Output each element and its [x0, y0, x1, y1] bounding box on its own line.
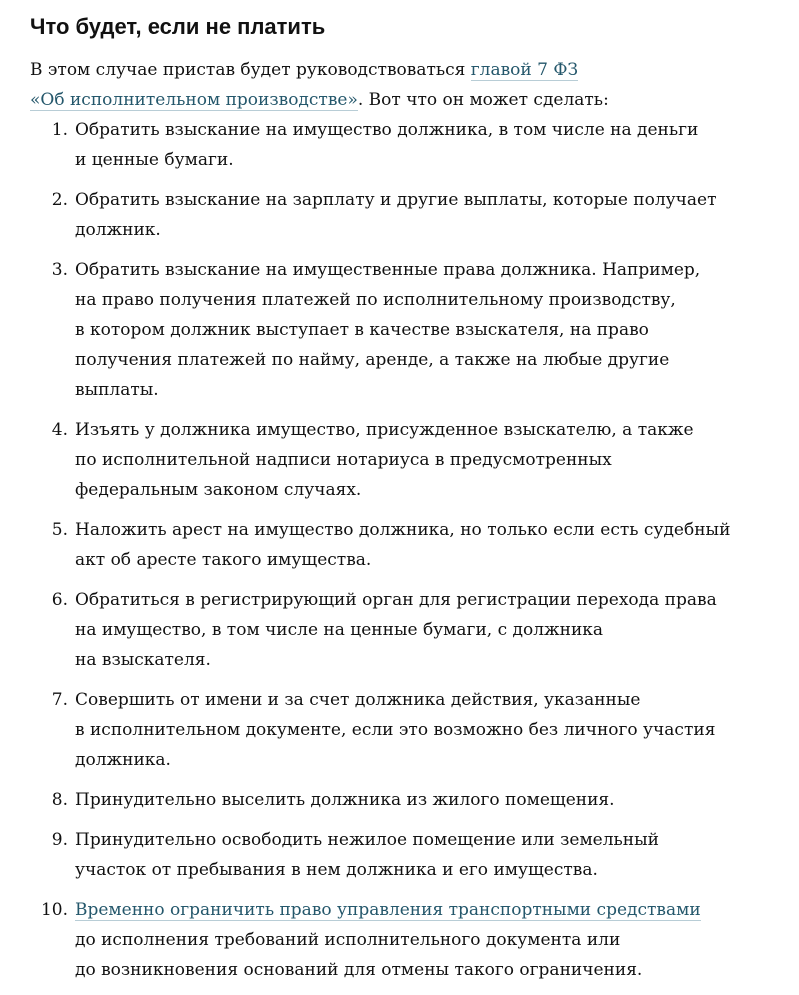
list-item-number: 9.	[51, 830, 68, 850]
list-item-text: Принудительно выселить должника из жилого помещения.	[75, 790, 615, 810]
intro-text-after: . Вот что он может сделать:	[357, 90, 609, 110]
list-item-text: получения платежей по найму, аренде, а также на любые другие	[75, 350, 670, 370]
list-item-text: Обратить взыскание на имущество должника, в том числе на деньги	[75, 120, 699, 140]
bailiff-actions-list	[30, 115, 770, 985]
section-title: Что будет, если не платить	[30, 14, 326, 39]
list-item-text: должник.	[75, 220, 161, 240]
list-item-number: 4.	[51, 420, 68, 440]
list-item-text: Обратить взыскание на зарплату и другие выплаты, которые получает	[75, 190, 717, 210]
list-item	[30, 585, 770, 675]
list-item-text: на имущество, в том числе на ценные бумаги, с должника	[75, 620, 604, 640]
list-item	[30, 185, 770, 245]
list-item-text: по исполнительной надписи нотариуса в предусмотренных	[75, 450, 612, 470]
list-item-text: Обратить взыскание на имущественные права должника. Например,	[75, 260, 701, 280]
list-item-text: выплаты.	[75, 380, 159, 400]
list-item-text: в исполнительном документе, если это возможно без личного участия	[75, 720, 716, 740]
article-section	[30, 12, 770, 995]
list-item-number: 2.	[51, 190, 68, 210]
list-item-text: участок от пребывания в нем должника и его имущества.	[75, 860, 598, 880]
list-item-number: 1.	[51, 120, 68, 140]
list-item-text: Принудительно освободить нежилое помещение или земельный	[75, 830, 659, 850]
list-item-text: Совершить от имени и за счет должника действия, указанные	[75, 690, 641, 710]
law-chapter-link[interactable]: главой 7 ФЗ	[470, 60, 579, 80]
list-item	[30, 115, 770, 175]
law-title-link[interactable]: «Об исполнительном производстве»	[30, 90, 358, 110]
list-item-number: 3.	[51, 260, 68, 280]
list-item-text: Обратиться в регистрирующий орган для регистрации перехода права	[75, 590, 717, 610]
driving-restriction-link[interactable]: Временно ограничить право управления транспортными средствами	[75, 900, 701, 920]
intro-text-before: В этом случае пристав будет руководствоваться	[30, 60, 471, 80]
list-item-text: должника.	[75, 750, 171, 770]
list-item	[30, 825, 770, 885]
list-item-text: и ценные бумаги.	[75, 150, 234, 170]
list-item	[30, 895, 770, 985]
list-item-text: до возникновения оснований для отмены такого ограничения.	[75, 960, 643, 980]
list-item-number: 8.	[51, 790, 68, 810]
list-item-number: 5.	[51, 520, 68, 540]
list-item-text: на право получения платежей по исполнительному производству,	[75, 290, 676, 310]
list-item-number: 6.	[51, 590, 68, 610]
list-item-text: на взыскателя.	[75, 650, 211, 670]
list-item-text: до исполнения требований исполнительного документа или	[75, 930, 621, 950]
list-item	[30, 785, 770, 815]
list-item	[30, 255, 770, 405]
intro-paragraph	[30, 55, 770, 115]
list-item	[30, 415, 770, 505]
list-item-text: акт об аресте такого имущества.	[75, 550, 372, 570]
list-item-text: Изъять у должника имущество, присужденное взыскателю, а также	[75, 420, 694, 440]
list-item-text: федеральным законом случаях.	[75, 480, 362, 500]
list-item-number: 10.	[40, 900, 68, 920]
list-item	[30, 515, 770, 575]
list-item-number: 7.	[51, 690, 68, 710]
list-item-text: Наложить арест на имущество должника, но только если есть судебный	[75, 520, 731, 540]
list-item	[30, 685, 770, 775]
list-item-text: в котором должник выступает в качестве взыскателя, на право	[75, 320, 649, 340]
